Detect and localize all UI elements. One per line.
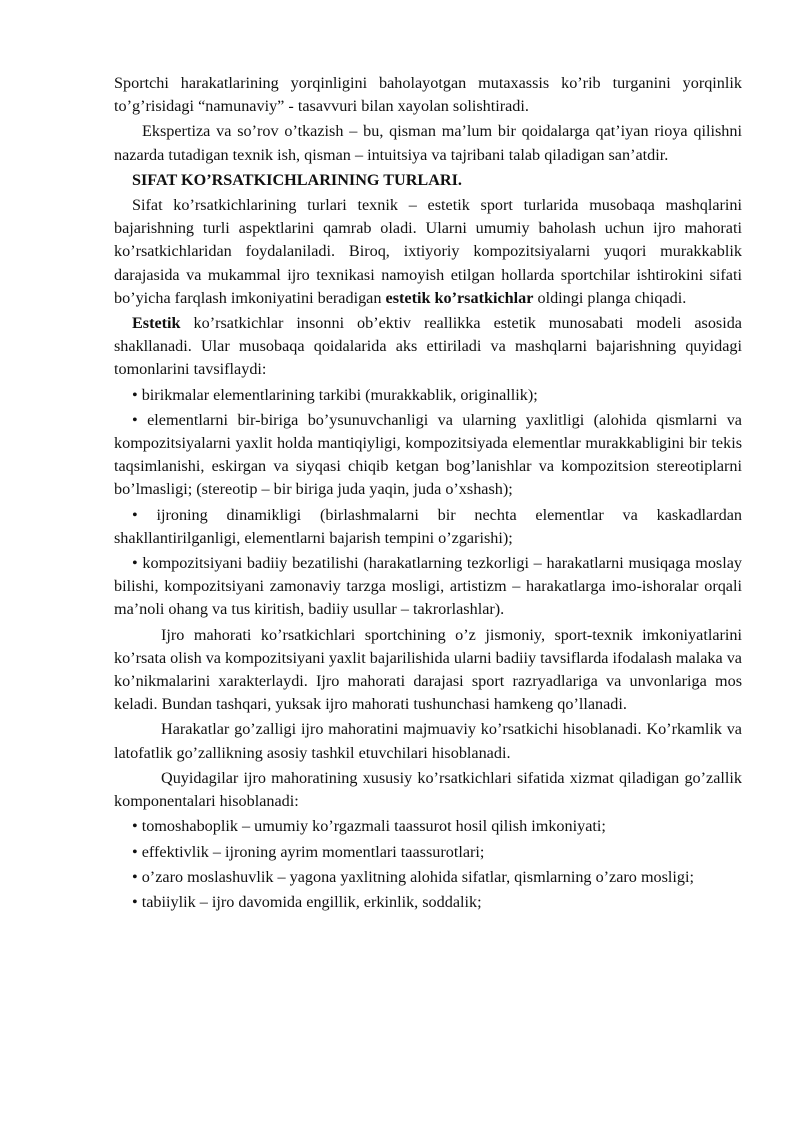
list-item: • effektivlik – ijroning ayrim momentlari taassurotlari; xyxy=(132,842,485,861)
list-item: • elementlarni bir-biriga bo’ysunuvchanligi va ularning yaxlitligi (alohida qismlarni va kompozitsiyalarni yaxlit holda mantiqiyligi, kompozitsiyada elementlar murakkabligini bir tekis taqsimlanishi, eskirgan va siyqasi chiqib ketgan bog’lanishlar va kompozitsion stereotiplarni bo’lmasligi; (stereotip – bir biriga juda yaqin, juda o’xshash); xyxy=(114,410,742,499)
list-item: • tabiiylik – ijro davomida engillik, erkinlik, soddalik; xyxy=(132,892,482,911)
paragraph-intro: Sportchi harakatlarining yorqinligini baholayotgan mutaxassis ko’rib turganini yorqinlik to’g’risidagi “namunaviy” - tasavvuri bilan xayolan solishtiradi. xyxy=(114,74,742,116)
paragraph-text: ko’rsatkichlar insonni ob’ektiv reallikka estetik munosabati modeli asosida shakllanadi. Ular musobaqa qoidalarida aks ettiriladi va mashqlarni bajarishning quyidagi tomonlarini tavsiflaydi: xyxy=(114,314,742,379)
paragraph-expertise: Ekspertiza va so’rov o’tkazish – bu, qisman ma’lum bir qoidalarga qat’iyan rioya qilishni nazarda tutadigan texnik ish, qisman – intuitsiya va tajribani talab qiladigan san’atdir. xyxy=(114,122,742,164)
paragraph-aesthetic xyxy=(114,312,742,382)
bold-term: Estetik xyxy=(132,314,181,333)
paragraph-beauty: Harakatlar go’zalligi ijro mahoratini majmuaviy ko’rsatkichi hisoblanadi. Ko’rkamlik va latofatlik go’zallikning asosiy tashkil etuvchilari hisoblanadi. xyxy=(114,720,742,762)
bold-term: estetik ko’rsatkichlar xyxy=(385,288,534,307)
paragraph-text: Sifat ko’rsatkichlarining turlari texnik – estetik sport turlarida musobaqa mashqlarini bajarishning turli aspektlarini qamrab oladi. Ularni umumiy baholash uchun ijro mahorati ko’rsatkichlaridan foydalaniladi. Biroq, ixtiyoriy kompozitsiyalarni yuqori murakkablik darajasida va mukammal ijro texnikasi namoyish etilgan hollarda sportchilar ishtirokini sifati bo’yicha farqlash imkoniyatini beradigan xyxy=(114,196,742,307)
list-item: • o’zaro moslashuvlik – yagona yaxlitning alohida sifatlar, qismlarning o’zaro mosligi; xyxy=(132,867,695,886)
paragraph-quality-types xyxy=(114,194,742,310)
list-item: • tomoshaboplik – umumiy ko’rgazmali taassurot hosil qilish imkoniyati; xyxy=(132,817,606,836)
document-page xyxy=(114,72,742,914)
paragraph-components: Quyidagilar ijro mahoratining xususiy ko’rsatkichlari sifatida xizmat qiladigan go’zallik komponentalari hisoblanadi: xyxy=(114,768,742,811)
section-heading: SIFAT KO’RSATKICHLARINING TURLARI. xyxy=(132,170,462,189)
paragraph-performance: Ijro mahorati ko’rsatkichlari sportchining o’z jismoniy, sport-texnik imkoniyatlarini ko’rsata olish va kompozitsiyani yaxlit bajarilishida ularni badiiy tavsiflarda ifodalash malaka va ko’nikmalarini xarakterlaydi. Ijro mahorati darajasi sport razryadlariga va unvonlariga mos keladi. Bundan tashqari, yuksak ijro mahorati tushunchasi hamkeng qo’llanadi. xyxy=(114,625,742,714)
list-item: • ijroning dinamikligi (birlashmalarni bir nechta elementlar va kaskadlardan shakllantirilganligi, elementlarni bajarish tempini o’zgarishi); xyxy=(114,505,742,547)
list-item: • kompozitsiyani badiiy bezatilishi (harakatlarning tezkorligi – harakatlarni musiqaga moslay bilishi, kompozitsiyani zamonaviy tarzga mosligi, artistizm – harakatlarga imo-ishoralar orqali ma’noli ohang va tus kiritish, badiiy usullar – takrorlashlar). xyxy=(114,554,742,619)
list-item: • birikmalar elementlarining tarkibi (murakkablik, originallik); xyxy=(132,385,538,404)
paragraph-text: oldingi planga chiqadi. xyxy=(533,288,687,307)
